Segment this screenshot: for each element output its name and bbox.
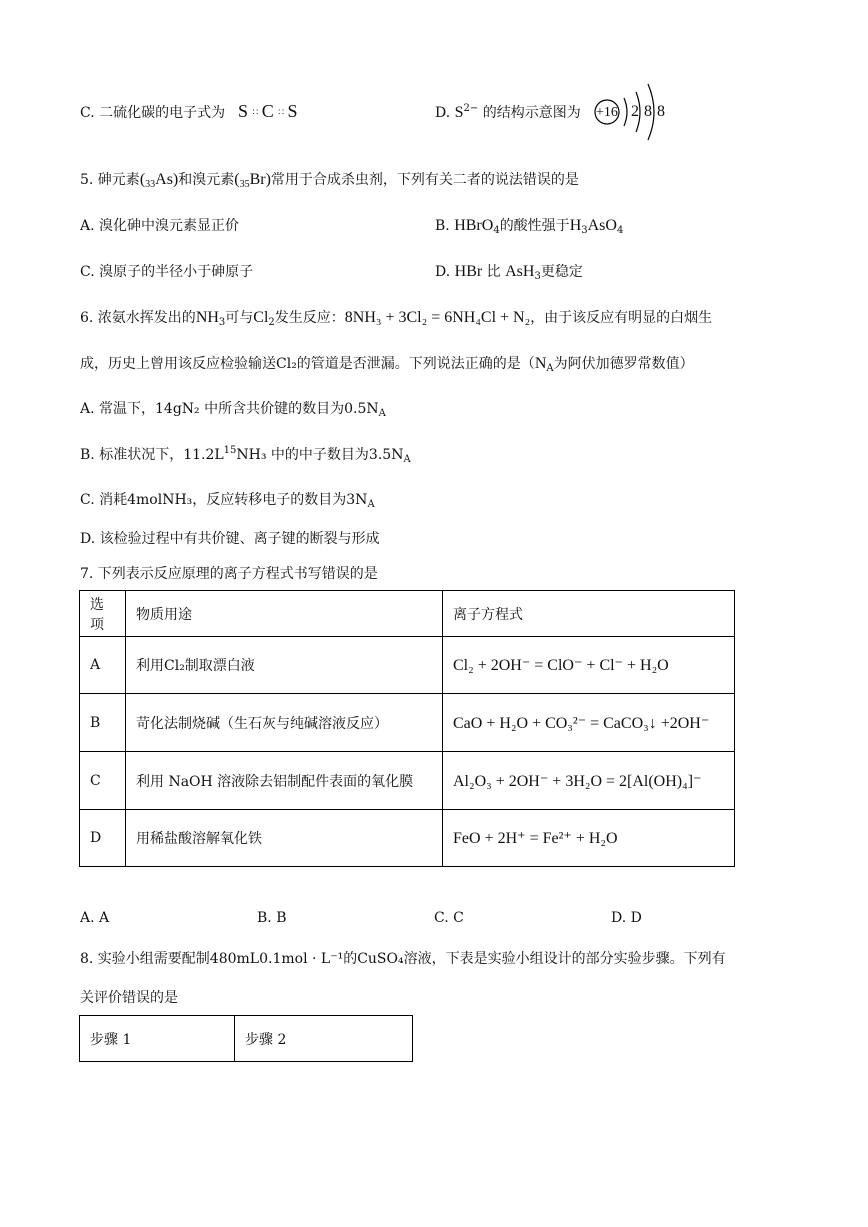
as-symbol-group: $(_{33}As)$ bbox=[139, 171, 179, 190]
table-row bbox=[80, 637, 735, 694]
q5-option-c: C. 溴原子的半径小于砷原子 bbox=[80, 264, 254, 280]
row-equation: Cl₂ + 2OH⁻ = ClO⁻ + Cl⁻ + H₂O bbox=[443, 637, 735, 694]
nh3-symbol: NH bbox=[195, 309, 219, 326]
q6-a-text: A. 常温下，14gN₂ 中所含共价键的数目为0.5N bbox=[80, 401, 379, 417]
q6-l1-pre: 6. 浓氨水挥发出的 bbox=[80, 310, 196, 326]
row-equation: Al₂O₃ + 2OH⁻ + 3H₂O = 2[Al(OH)₄]⁻ bbox=[443, 752, 735, 810]
shell-electrons-1: 2 bbox=[631, 103, 639, 120]
table-row bbox=[80, 694, 735, 752]
q7-stem: 7. 下列表示反应原理的离子方程式书写错误的是 bbox=[80, 566, 378, 582]
q8-header-row bbox=[80, 1016, 413, 1062]
q6-equation: 8NH₃ + 3Cl₂ = 6NH₄Cl + N₂ bbox=[344, 309, 531, 326]
nh3-sub: 3 bbox=[218, 317, 226, 328]
row-option: A bbox=[80, 637, 126, 694]
atom-s-left: S bbox=[238, 101, 249, 121]
q8-stem-line1: 8. 实验小组需要配制480mL0.1mol · L⁻¹的CuSO₄溶液，下表是实验小组设计的部分实验步骤。下列有 bbox=[80, 951, 726, 967]
q6-b-sup: 15 bbox=[223, 445, 237, 456]
q4-option-c-label: C. 二硫化碳的电子式为 bbox=[80, 105, 226, 121]
sulfide-charge: 2− bbox=[463, 103, 479, 114]
shell-electrons-3: 8 bbox=[657, 103, 665, 120]
ash3: AsH bbox=[505, 263, 535, 280]
q7-table bbox=[79, 590, 735, 867]
br-symbol-group: $(_{35}Br)$ bbox=[234, 171, 271, 190]
q4-option-c bbox=[80, 103, 225, 123]
h3aso4-sub4: 4 bbox=[616, 225, 624, 236]
nucleus-charge: +16 bbox=[596, 105, 618, 120]
ash3-sub: 3 bbox=[534, 271, 541, 282]
q6-stem-line1 bbox=[80, 308, 712, 328]
q5-option-a: A. 溴化砷中溴元素显正价 bbox=[80, 218, 240, 234]
q6-c-text: C. 消耗4molNH₃，反应转移电子的数目为3N bbox=[80, 492, 368, 508]
cs2-electron-formula bbox=[238, 101, 298, 124]
table-row bbox=[80, 752, 735, 810]
hbr: HBr bbox=[454, 263, 483, 280]
q7-header-use: 物质用途 bbox=[126, 591, 443, 637]
row-equation: CaO + H₂O + CO₃²⁻ = CaCO₃↓ +2OH⁻ bbox=[443, 694, 735, 752]
shell-arc-1 bbox=[624, 98, 627, 126]
q7-header-option: 选项 bbox=[80, 591, 126, 637]
q6-l1-post: ，由于该反应有明显的白烟生 bbox=[530, 310, 713, 326]
q5-d-pre: D. bbox=[435, 264, 455, 280]
h3aso4-sub3: 3 bbox=[581, 225, 588, 236]
q7-choice-d: D. D bbox=[611, 910, 642, 926]
q4-option-d bbox=[435, 103, 581, 123]
q6-option-a bbox=[80, 399, 386, 419]
na-sub: A bbox=[546, 363, 554, 374]
row-use: 用稀盐酸溶解氧化铁 bbox=[126, 810, 443, 867]
q6-b-na-sub: A bbox=[403, 454, 411, 465]
q6-stem-line2 bbox=[80, 354, 694, 374]
q6-l1-react: 发生反应： bbox=[274, 310, 345, 326]
q6-c-na-sub: A bbox=[367, 499, 375, 510]
row-option: B bbox=[80, 694, 126, 752]
h3aso4-aso: AsO bbox=[587, 217, 617, 234]
as-atomic-number: 33 bbox=[145, 179, 156, 190]
row-use: 苛化法制烧碱（生石灰与纯碱溶液反应） bbox=[126, 694, 443, 752]
q5-stem-a: 5. 砷元素 bbox=[80, 172, 140, 188]
q8-stem-line2: 关评价错误的是 bbox=[80, 990, 178, 1006]
shared-pair-dots: ∷ bbox=[278, 107, 283, 117]
q5-stem-b: 和溴元素 bbox=[178, 172, 235, 188]
q8-header-step2: 步骤 2 bbox=[235, 1016, 413, 1062]
cl2-symbol: Cl bbox=[253, 309, 269, 326]
br-atomic-number: 35 bbox=[239, 179, 250, 190]
na-symbol: N bbox=[534, 355, 547, 372]
br-symbol: Br bbox=[249, 171, 266, 188]
row-use: 利用 NaOH 溶液除去铝制配件表面的氧化膜 bbox=[126, 752, 443, 810]
row-option: C bbox=[80, 752, 126, 810]
q6-l2: 成，历史上曾用该反应检验输送Cl₂的管道是否泄漏。下列说法正确的是（ bbox=[80, 356, 535, 372]
atom-c: C bbox=[261, 101, 274, 121]
q6-option-d: D. 该检验过程中有共价键、离子键的断裂与形成 bbox=[80, 531, 380, 547]
q8-table bbox=[79, 1015, 413, 1062]
cl2-sub: 2 bbox=[268, 317, 275, 328]
shell-electrons-2: 8 bbox=[644, 103, 652, 120]
q5-option-d bbox=[435, 262, 583, 282]
hbro4: HBrO bbox=[454, 217, 494, 234]
q6-a-na-sub: A bbox=[378, 408, 386, 419]
row-equation: FeO + 2H⁺ = Fe²⁺ + H₂O bbox=[443, 810, 735, 867]
q6-l1-mid: 可与 bbox=[225, 310, 254, 326]
q7-choice-b: B. B bbox=[257, 910, 287, 926]
q7-header-equation: 离子方程式 bbox=[443, 591, 735, 637]
q6-option-c bbox=[80, 490, 375, 510]
q7-choice-a: A. A bbox=[80, 910, 110, 926]
row-option: D bbox=[80, 810, 126, 867]
hbro4-sub: 4 bbox=[493, 225, 500, 236]
q5-d-post: 更稳定 bbox=[540, 264, 583, 280]
q8-header-step1: 步骤 1 bbox=[80, 1016, 235, 1062]
as-symbol: As bbox=[155, 171, 173, 188]
q5-d-mid: 比 bbox=[482, 264, 506, 280]
q5-option-b bbox=[435, 216, 623, 236]
sulfide-ion: S bbox=[454, 104, 464, 121]
q5-b-mid: 的酸性强于 bbox=[499, 218, 570, 234]
q5-stem bbox=[80, 170, 579, 190]
q7-header-row bbox=[80, 591, 735, 637]
q6-b-text: B. 标准状况下，11.2L bbox=[80, 447, 224, 463]
q6-option-b bbox=[80, 445, 411, 465]
q7-choice-c: C. C bbox=[434, 910, 464, 926]
table-row bbox=[80, 810, 735, 867]
q6-b-post: NH₃ 中的中子数目为3.5N bbox=[236, 447, 404, 463]
h3aso4-h: H bbox=[569, 217, 582, 234]
q6-l2-post: 为阿伏加德罗常数值） bbox=[553, 356, 694, 372]
atom-s-right: S bbox=[287, 101, 298, 121]
row-use: 利用Cl₂制取漂白液 bbox=[126, 637, 443, 694]
q4-option-d-label: D. bbox=[435, 105, 455, 121]
q5-b-pre: B. bbox=[435, 218, 455, 234]
q4-option-d-text: 的结构示意图为 bbox=[478, 105, 581, 121]
shared-pair-dots: ∷ bbox=[252, 107, 258, 117]
q5-stem-c: 常用于合成杀虫剂，下列有关二者的说法错误的是 bbox=[270, 172, 579, 188]
